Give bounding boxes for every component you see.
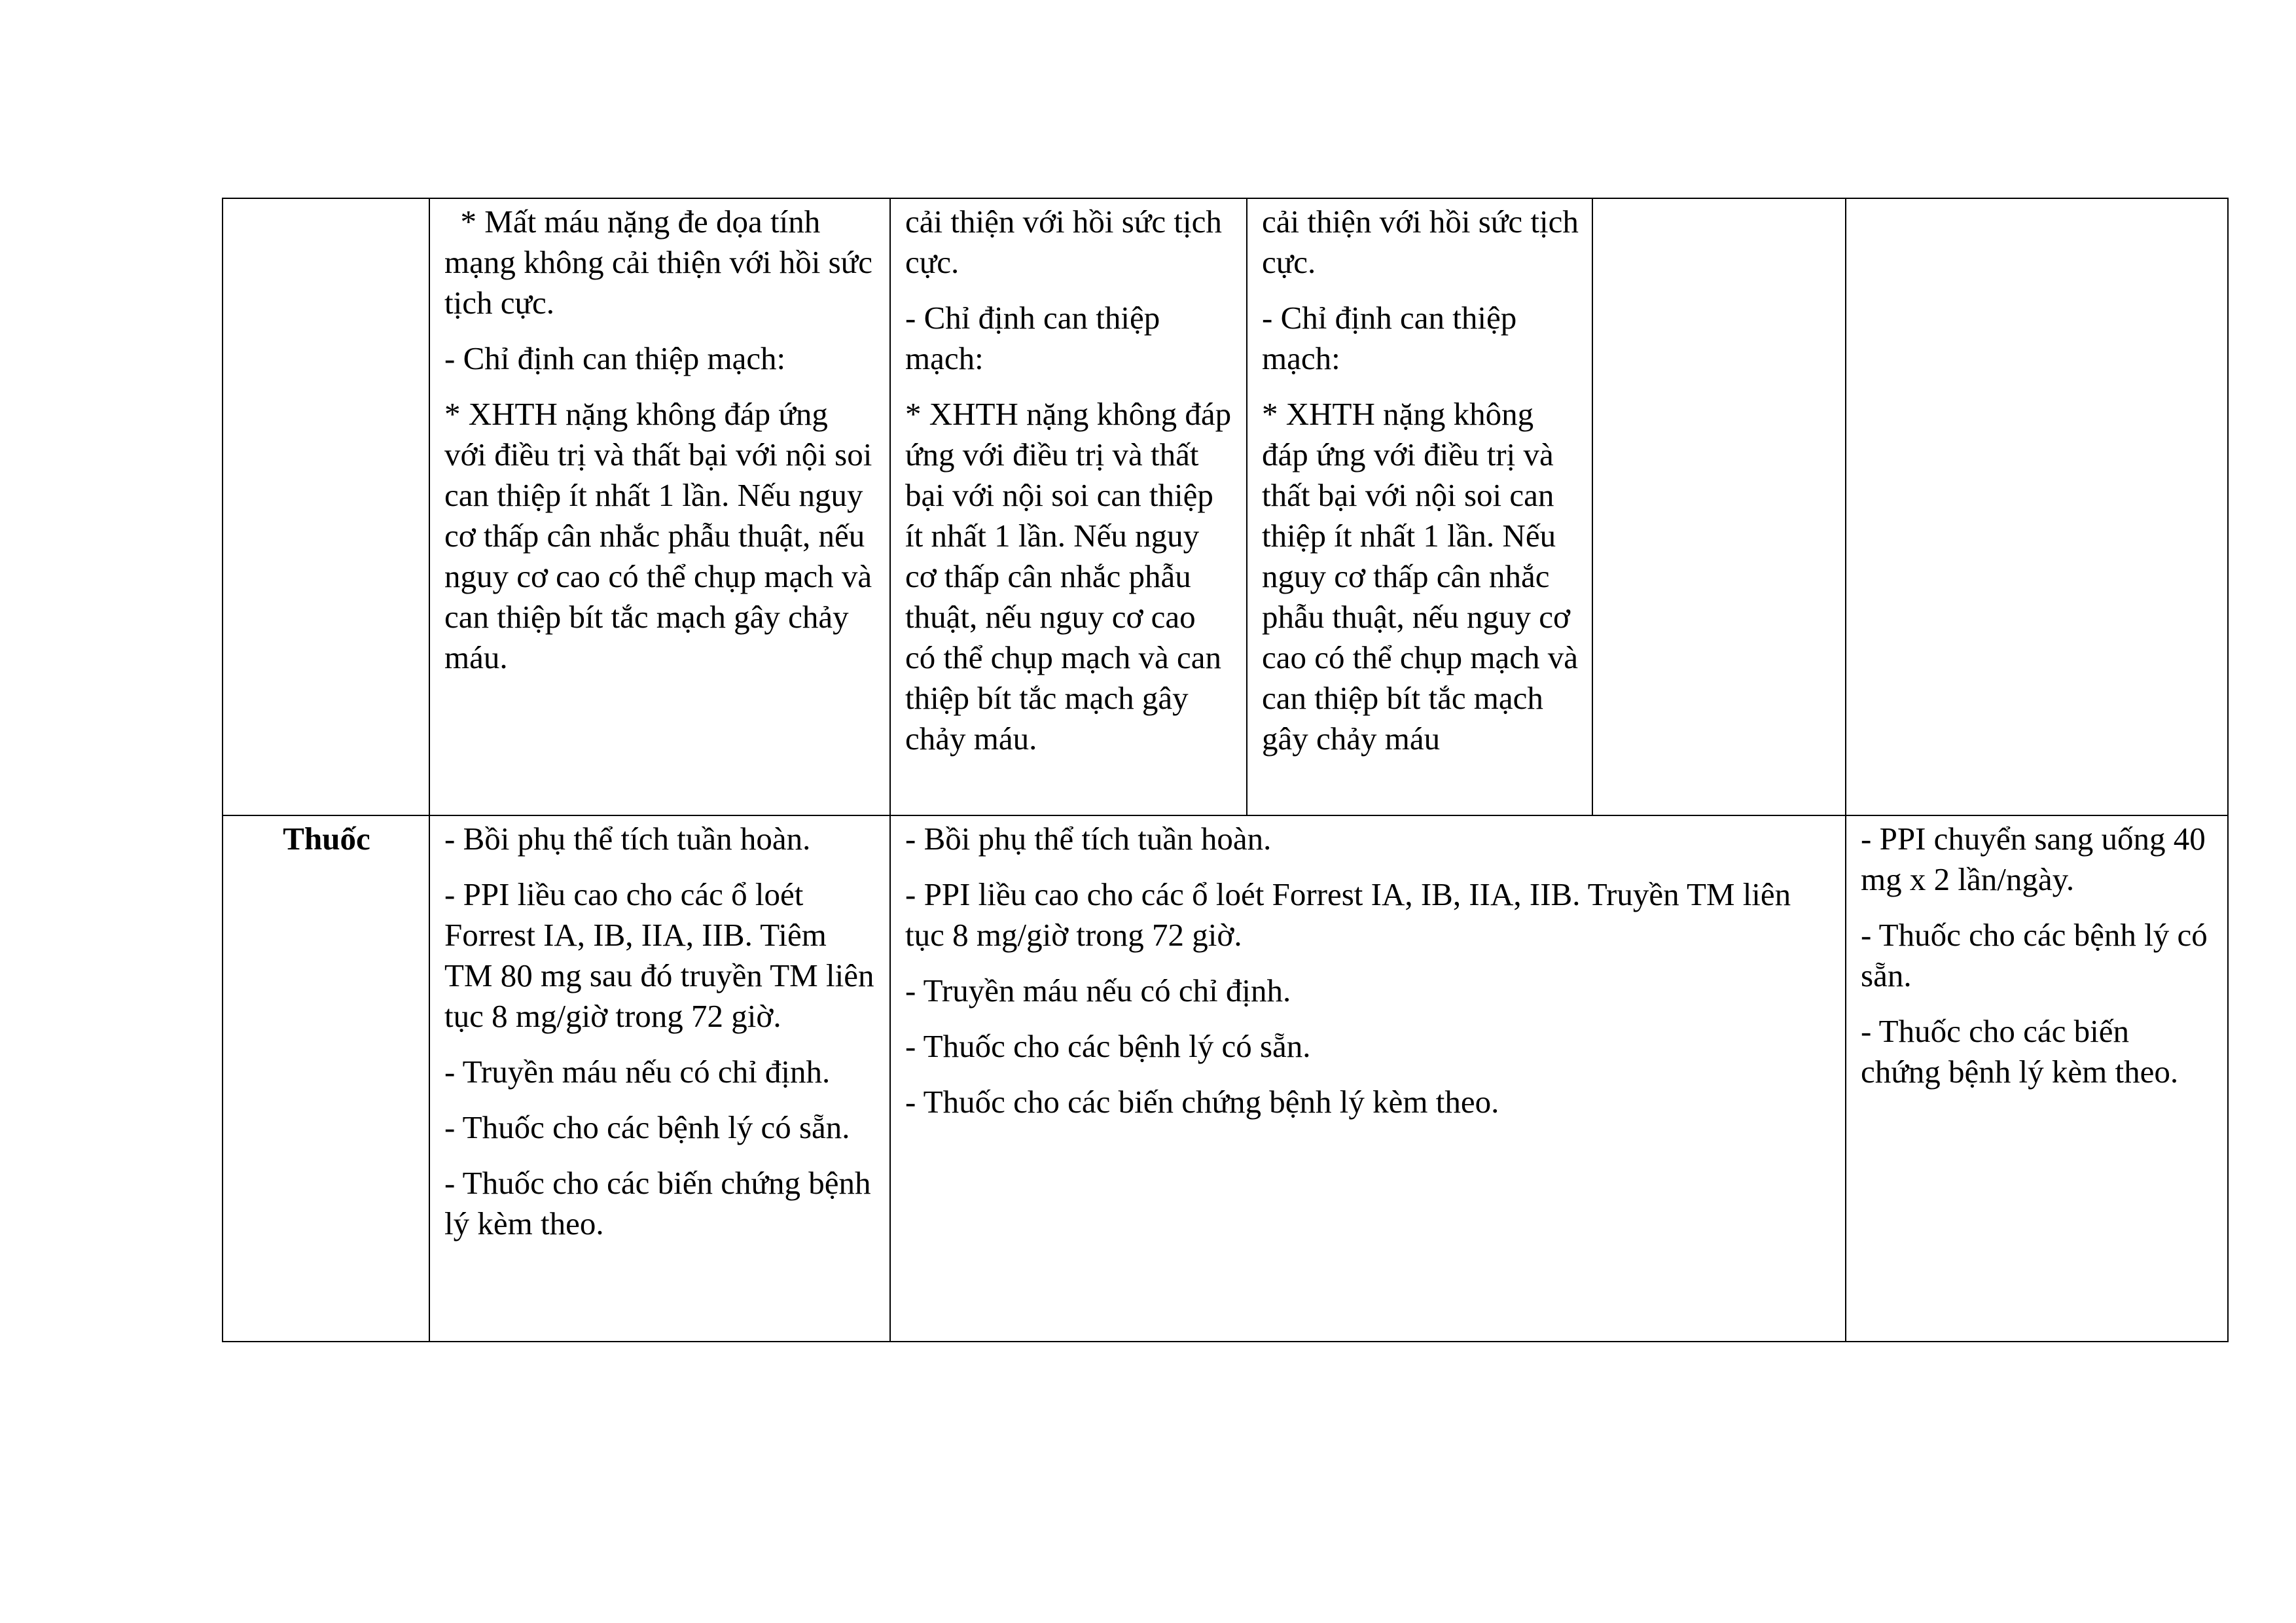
row1-col4-p1: cải thiện với hồi sức tịch cực. (1262, 204, 1579, 280)
row1-col3-p1: cải thiện với hồi sức tịch cực. (905, 204, 1222, 280)
row2-merged-p5: - Thuốc cho các biến chứng bệnh lý kèm theo. (905, 1084, 1499, 1120)
row1-col6-empty-cell (1846, 198, 2228, 815)
table-row-medication (223, 815, 2228, 1342)
row1-col2-p1: * Mất máu nặng đe dọa tính mạng không cải thiện với hồi sức tịch cực. (444, 204, 881, 321)
row2-merged-p1: - Bồi phụ thể tích tuần hoàn. (905, 821, 1272, 857)
row2-col6-p3: - Thuốc cho các biến chứng bệnh lý kèm theo. (1861, 1013, 2179, 1090)
row1-col3-cell (890, 198, 1247, 815)
row2-merged-cell (890, 815, 1846, 1342)
row1-col3-p2: - Chỉ định can thiệp mạch: (905, 300, 1160, 376)
row2-col2-p1: - Bồi phụ thể tích tuần hoàn. (444, 821, 811, 857)
row2-col2-p5: - Thuốc cho các biến chứng bệnh lý kèm theo. (444, 1165, 871, 1241)
row2-col2-cell (429, 815, 890, 1342)
row2-col2-p2: - PPI liều cao cho các ổ loét Forrest IA, IB, IIA, IIB. Tiêm TM 80 mg sau đó truyền TM liên tục 8 mg/giờ trong 72 giờ. (444, 876, 874, 1034)
row1-col4-cell (1247, 198, 1592, 815)
row1-col3-p3: * XHTH nặng không đáp ứng với điều trị và thất bại với nội soi can thiệp ít nhất 1 lần. Nếu nguy cơ thấp cân nhắc phẫu thuật, nếu nguy cơ cao có thể chụp mạch và can thiệp bít tắc mạch gây chảy máu. (905, 396, 1232, 757)
row2-merged-p2: - PPI liều cao cho các ổ loét Forrest IA, IB, IIA, IIB. Truyền TM liên tục 8 mg/giờ trong 72 giờ. (905, 876, 1791, 953)
row2-col6-p2: - Thuốc cho các bệnh lý có sẵn. (1861, 917, 2208, 993)
row1-col4-p2: - Chỉ định can thiệp mạch: (1262, 300, 1517, 376)
row1-col2-cell (429, 198, 890, 815)
row2-col6-p1: - PPI chuyển sang uống 40 mg x 2 lần/ngày. (1861, 821, 2206, 897)
row2-merged-p4: - Thuốc cho các bệnh lý có sẵn. (905, 1028, 1311, 1064)
table-row-intervention (223, 198, 2228, 815)
row1-col4-p3: * XHTH nặng không đáp ứng với điều trị và thất bại với nội soi can thiệp ít nhất 1 lần. Nếu nguy cơ thấp cân nhắc phẫu thuật, nếu nguy cơ cao có thể chụp mạch và can thiệp bít tắc mạch gây chảy máu (1262, 396, 1578, 757)
row2-col6-cell (1846, 815, 2228, 1342)
row1-col5-empty-cell (1592, 198, 1846, 815)
row1-empty-label-cell (223, 198, 429, 815)
row2-col2-p4: - Thuốc cho các bệnh lý có sẵn. (444, 1109, 850, 1145)
row2-merged-p3: - Truyền máu nếu có chỉ định. (905, 972, 1291, 1008)
row1-col2-p3: * XHTH nặng không đáp ứng với điều trị và thất bại với nội soi can thiệp ít nhất 1 lần. Nếu nguy cơ thấp cân nhắc phẫu thuật, nếu nguy cơ cao có thể chụp mạch và can thiệp bít tắc mạch gây chảy máu. (444, 396, 872, 675)
row1-col2-p2: - Chỉ định can thiệp mạch: (444, 340, 786, 376)
row-label-medication: Thuốc (223, 815, 429, 1342)
treatment-table (222, 198, 2229, 1342)
row2-col2-p3: - Truyền máu nếu có chỉ định. (444, 1054, 831, 1090)
